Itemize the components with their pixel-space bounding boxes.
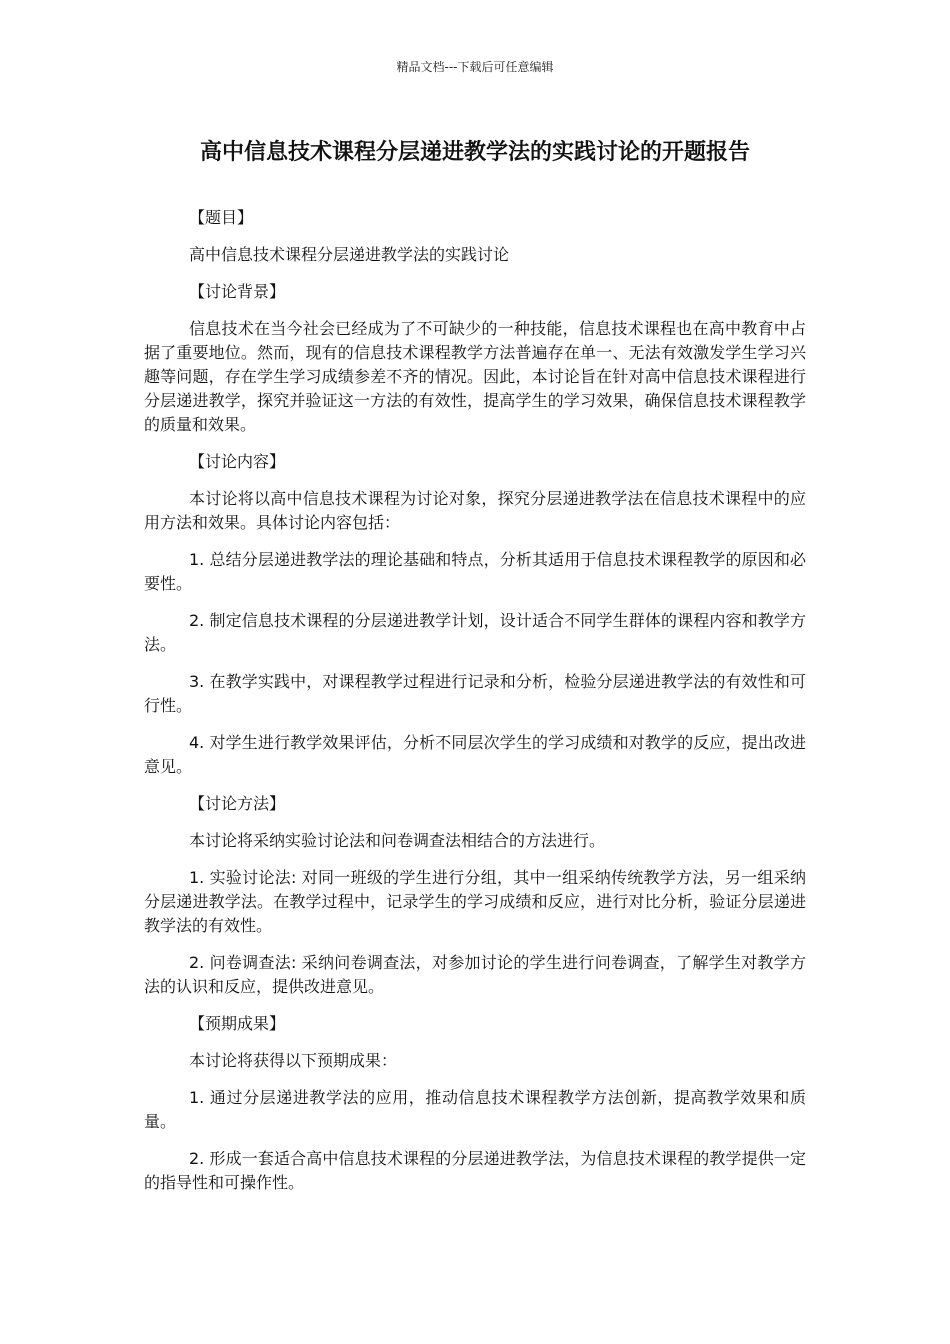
content-item: 1. 总结分层递进教学法的理论基础和特点，分析其适用于信息技术课程教学的原因和必要性。 (144, 550, 806, 593)
content-item: 3. 在教学实践中，对课程教学过程进行记录和分析，检验分层递进教学法的有效性和可行性。 (144, 672, 806, 715)
method-item: 2. 问卷调查法: 采纳问卷调查法，对参加讨论的学生进行问卷调查，了解学生对教学方法的认识和反应，提供改进意见。 (144, 953, 806, 996)
content-intro-paragraph: 本讨论将以高中信息技术课程为讨论对象，探究分层递进教学法在信息技术课程中的应用方法和效果。具体讨论内容包括： (144, 489, 806, 532)
outcomes-intro-paragraph: 本讨论将获得以下预期成果： (189, 1051, 398, 1070)
content-item: 4. 对学生进行教学效果评估，分析不同层次学生的学习成绩和对教学的反应，提出改进意见。 (144, 733, 806, 776)
outcome-item: 2. 形成一套适合高中信息技术课程的分层递进教学法，为信息技术课程的教学提供一定的指导性和可操作性。 (144, 1149, 806, 1192)
section-heading-method: 【讨论方法】 (189, 794, 286, 813)
document-body (144, 206, 806, 1208)
method-intro-paragraph: 本讨论将采纳实验讨论法和问卷调查法相结合的方法进行。 (189, 831, 606, 850)
section-heading-content: 【讨论内容】 (189, 452, 286, 471)
content-item: 2. 制定信息技术课程的分层递进教学计划，设计适合不同学生群体的课程内容和教学方法。 (144, 611, 806, 654)
method-item: 1. 实验讨论法: 对同一班级的学生进行分组，其中一组采纳传统教学方法，另一组采纳分层递进教学法。在教学过程中，记录学生的学习成绩和反应，进行对比分析，验证分层递进教学法的有效性。 (144, 868, 806, 935)
section-heading-topic: 【题目】 (189, 208, 254, 227)
topic-text: 高中信息技术课程分层递进教学法的实践讨论 (189, 245, 510, 264)
section-heading-background: 【讨论背景】 (189, 282, 286, 301)
document-title: 高中信息技术课程分层递进教学法的实践讨论的开题报告 (199, 140, 750, 165)
page-header-note: 精品文档---下载后可任意编辑 (396, 60, 554, 74)
section-heading-outcomes: 【预期成果】 (189, 1014, 286, 1033)
outcome-item: 1. 通过分层递进教学法的应用，推动信息技术课程教学方法创新，提高教学效果和质量。 (144, 1088, 806, 1131)
background-paragraph: 信息技术在当今社会已经成为了不可缺少的一种技能，信息技术课程也在高中教育中占据了重要地位。然而，现有的信息技术课程教学方法普遍存在单一、无法有效激发学生学习兴趣等问题，存在学生学习成绩参差不齐的情况。因此，本讨论旨在针对高中信息技术课程进行分层递进教学，探究并验证这一方法的有效性，提高学生的学习效果，确保信息技术课程教学的质量和效果。 (144, 319, 806, 434)
